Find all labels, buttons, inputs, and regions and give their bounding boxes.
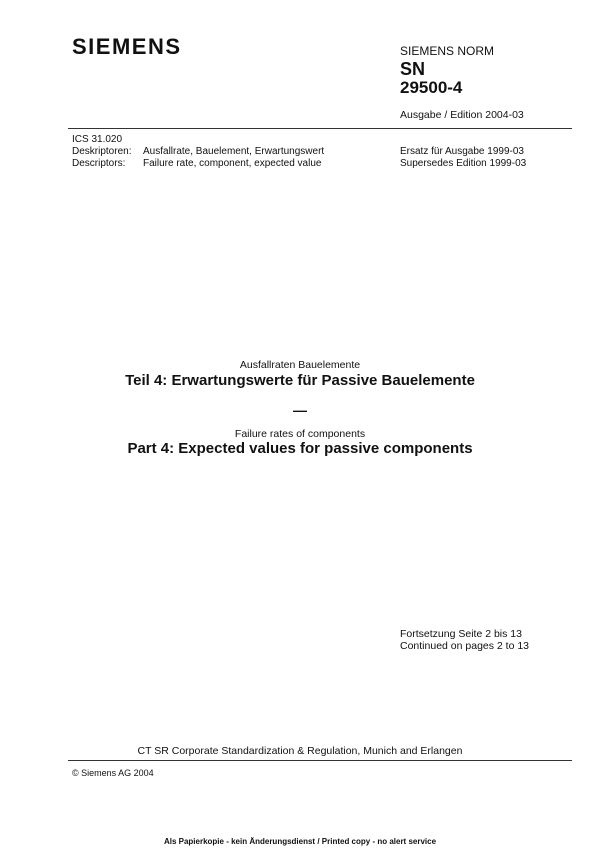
descriptors-label: Descriptors: (72, 158, 126, 169)
siemens-logo: SIEMENS (72, 34, 182, 59)
deskriptoren-label: Deskriptoren: (72, 146, 132, 157)
deskriptoren-value: Ausfallrate, Bauelement, Erwartungswert (143, 146, 325, 157)
subtitle-en: Failure rates of components (234, 428, 366, 440)
ics-code: ICS 31.020 (72, 134, 123, 145)
title-de: Teil 4: Erwartungswerte für Passive Bauelemente (125, 372, 475, 389)
subtitle-de: Ausfallraten Bauelemente (239, 359, 361, 371)
title-en: Part 4: Expected values for passive components (127, 440, 473, 457)
norm-sn: SN (400, 59, 426, 79)
copyright: © Siemens AG 2004 (72, 768, 154, 778)
continuation-en: Continued on pages 2 to 13 (400, 640, 530, 652)
descriptors-value: Failure rate, component, expected value (143, 158, 322, 169)
printed-copy-notice: Als Papierkopie - kein Änderungsdienst / Printed copy - no alert service (163, 837, 437, 846)
title-separator: — (293, 402, 307, 418)
continuation-de: Fortsetzung Seite 2 bis 13 (400, 628, 522, 640)
norm-label: SIEMENS NORM (400, 44, 495, 58)
footer-organization: CT SR Corporate Standardization & Regulation, Munich and Erlangen (137, 745, 463, 757)
footer-divider (68, 760, 572, 761)
edition: Ausgabe / Edition 2004-03 (400, 109, 524, 121)
replaces-en: Supersedes Edition 1999-03 (400, 158, 527, 169)
header-divider (68, 128, 572, 129)
replaces-de: Ersatz für Ausgabe 1999-03 (400, 146, 524, 157)
norm-number: 29500-4 (400, 78, 463, 97)
